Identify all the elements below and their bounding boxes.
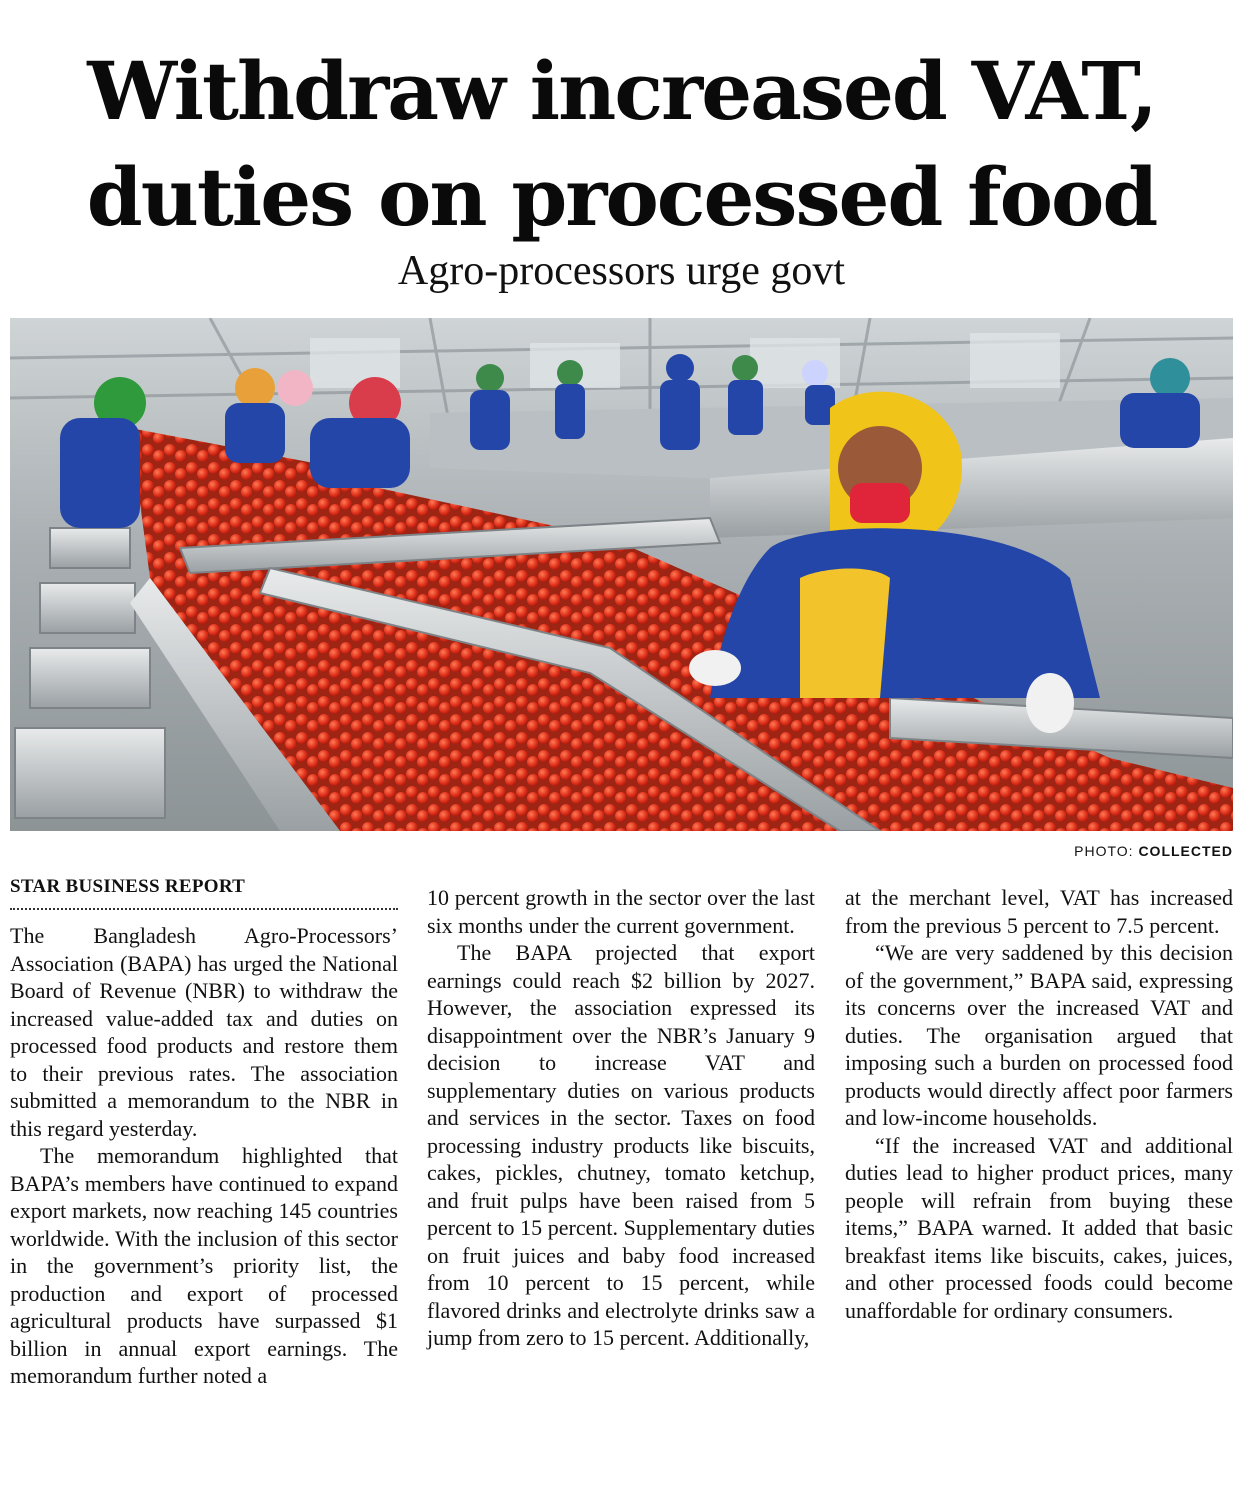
article-column-3	[845, 884, 1233, 1324]
article-column-2	[427, 884, 815, 1352]
paragraph: at the merchant level, VAT has increased from the previous 5 percent to 7.5 percent.	[845, 885, 1233, 938]
tomato-processing-line-photo	[10, 318, 1233, 831]
news-photo	[10, 318, 1233, 831]
paragraph: The BAPA projected that export earnings could reach $2 billion by 2027. However, the association expressed its disappointment over the NBR’s January 9 decision to increase VAT and supplementary duties on various products and services in the sector. Taxes on food processing industry products like biscuits, cakes, pickles, chutney, tomato ketchup, and fruit pulps have been raised from 5 percent to 15 percent. Supplementary duties on fruit juices and baby food increased from 10 percent to 15 percent, while flavored drinks and electrolyte drinks saw a jump from zero to 15 percent. Additionally,	[427, 940, 815, 1350]
byline: STAR BUSINESS REPORT	[10, 876, 398, 910]
article-column-1	[10, 876, 398, 1390]
paragraph: The memorandum highlighted that BAPA’s members have continued to expand export markets, now reaching 145 countries worldwide. With the inclusion of this sector in the government’s priority list, the production and export of processed agricultural products have surpassed $1 billion in annual export earnings. The memorandum further noted a	[10, 1143, 398, 1388]
paragraph: “We are very saddened by this decision of the government,” BAPA said, expressing its concerns over the increased VAT and duties. The organisation argued that imposing such a burden on processed food products would directly affect poor farmers and low-income households.	[845, 940, 1233, 1130]
photo-credit-value: COLLECTED	[1138, 843, 1233, 859]
paragraph: “If the increased VAT and additional duties lead to higher product prices, many people will refrain from buying these items,” BAPA warned. It added that basic breakfast items like biscuits, cakes, juices, and other processed foods could become unaffordable for ordinary consumers.	[845, 1132, 1233, 1323]
photo-credit-label: PHOTO:	[1074, 843, 1134, 859]
headline-line-1: Withdraw increased VAT,	[87, 44, 1156, 138]
subheadline: Agro-processors urge govt	[397, 248, 846, 294]
headline-line-2: duties on processed food	[86, 150, 1157, 244]
paragraph: The Bangladesh Agro-Processors’ Association (BAPA) has urged the National Board of Revenue (NBR) to withdraw the increased value-added tax and duties on processed food products and restore them to their previous rates. The association submitted a memorandum to the NBR in this regard yesterday.	[10, 923, 398, 1141]
photo-credit	[1074, 843, 1233, 859]
headline	[0, 38, 1243, 250]
paragraph: 10 percent growth in the sector over the last six months under the current government.	[427, 885, 815, 938]
